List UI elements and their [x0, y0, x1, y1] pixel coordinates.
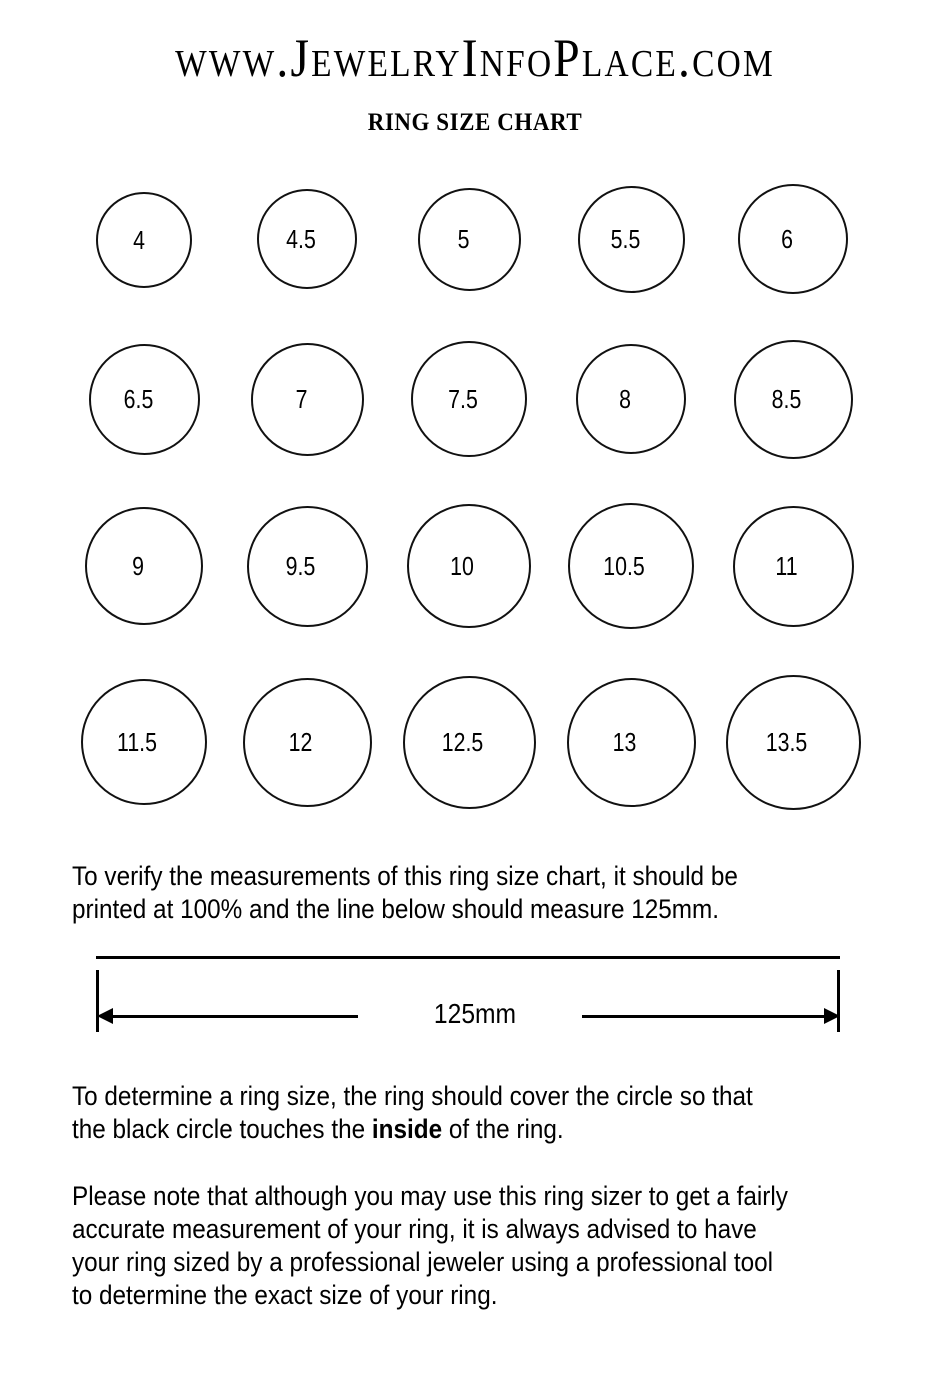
- note-line-4: to determine the exact size of your ring.: [72, 1280, 498, 1310]
- ring-size-label: 12.5: [441, 727, 483, 757]
- ring-size-label: 4.5: [286, 224, 316, 254]
- ring-size-label: 9.5: [285, 551, 315, 581]
- ring-size-label: 11.5: [117, 727, 157, 757]
- ring-size-label: 5.5: [610, 224, 640, 254]
- ring-size-label: 8: [619, 384, 631, 414]
- ruler-top-rule: [96, 956, 840, 959]
- ring-size-label: 7: [295, 384, 307, 414]
- note-line-1: Please note that although you may use this ring sizer to get a fairly: [72, 1181, 788, 1211]
- ring-size-label: 11: [774, 551, 798, 581]
- verify-line-1: To verify the measurements of this ring size chart, it should be: [72, 861, 738, 891]
- ring-size-label: 6: [781, 224, 793, 254]
- ring-size-label: 9: [132, 551, 144, 581]
- ruler-measure-label: 125mm: [433, 998, 517, 1029]
- site-title: www.JewelryInfoPlace.com: [175, 28, 775, 88]
- ring-size-label: 13: [612, 727, 636, 757]
- ring-size-label: 7.5: [448, 384, 478, 414]
- ring-size-label: 8.5: [771, 384, 801, 414]
- ring-size-label: 10.5: [603, 551, 645, 581]
- verify-instructions: [72, 860, 819, 926]
- verify-line-2: printed at 100% and the line below should measure 125mm.: [72, 894, 720, 924]
- determine-emphasis-inside: inside: [371, 1114, 443, 1144]
- note-line-3: your ring sized by a professional jeweler using a professional tool: [72, 1247, 774, 1277]
- chart-subtitle: RING SIZE CHART: [367, 109, 583, 136]
- ring-size-label: 4: [133, 225, 145, 255]
- ring-size-label: 12: [288, 727, 312, 757]
- professional-jeweler-note: [72, 1180, 819, 1312]
- determine-instructions: [72, 1080, 819, 1146]
- ruler-arrow-right-line: [582, 1015, 832, 1018]
- ring-size-label: 5: [457, 224, 469, 254]
- ring-size-label: 6.5: [123, 384, 153, 414]
- arrow-right-icon: [824, 1008, 840, 1024]
- ruler-arrow-left-line: [108, 1015, 358, 1018]
- determine-line-1: To determine a ring size, the ring should cover the circle so that: [72, 1081, 753, 1111]
- measurement-ruler: [0, 948, 950, 1040]
- arrow-left-icon: [97, 1008, 113, 1024]
- ring-size-label: 13.5: [765, 727, 807, 757]
- determine-line-2-before: the black circle touches the: [72, 1114, 372, 1144]
- note-line-2: accurate measurement of your ring, it is always advised to have: [72, 1214, 757, 1244]
- determine-line-2-after: of the ring.: [442, 1114, 564, 1144]
- ring-size-label: 10: [450, 551, 474, 581]
